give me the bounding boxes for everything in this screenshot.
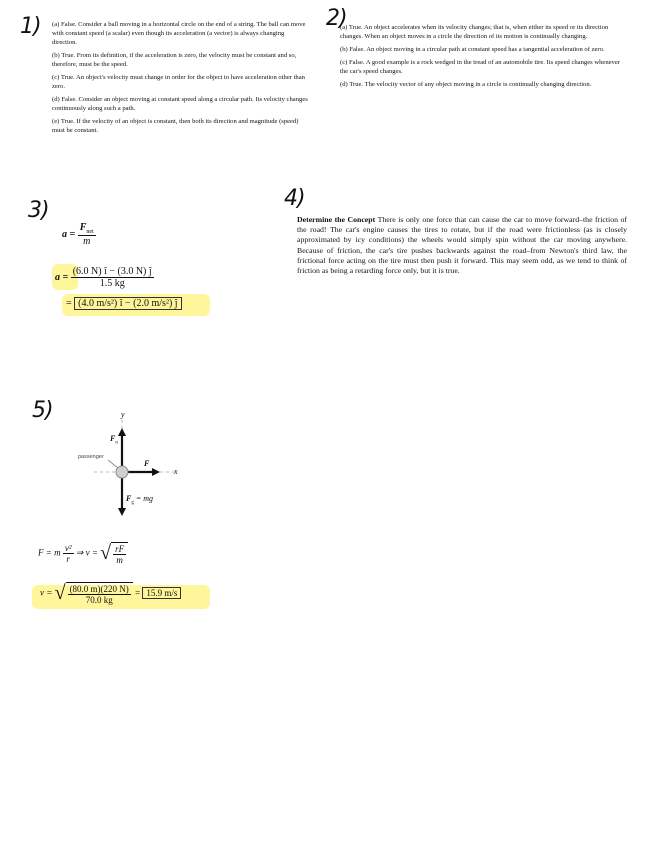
p3-fraction-fnet	[78, 222, 96, 247]
p3-equation-3: = (4.0 m/s²) î − (2.0 m/s²) ĵ	[66, 298, 182, 309]
label-problem-1: 1)	[20, 14, 41, 39]
label-problem-2: 2)	[326, 6, 347, 31]
p1-part-c: (c) True. An object's velocity must change in order for the object to have acceleration other than zero.	[52, 74, 305, 90]
p2-part-b: (b) False. An object moving in a circular path at constant speed has a tangential acceleration of zero.	[340, 46, 605, 53]
p3-m: m	[83, 236, 91, 247]
p5-eq2-lhs: v =	[40, 587, 53, 598]
problem-4-answer	[297, 215, 627, 276]
p5-normal-force-label: $F_n$	[110, 434, 118, 446]
p5-axis-y: y	[121, 410, 125, 419]
p3-fraction-numeric	[71, 266, 154, 289]
label-problem-5: 5)	[32, 398, 53, 423]
p3-answer-box: (4.0 m/s²) î − (2.0 m/s²) ĵ	[74, 297, 181, 310]
p5-axis-x: x	[174, 467, 178, 476]
p2-part-d: (d) True. The velocity vector of any object moving in a circle is continually changing direction.	[340, 81, 592, 88]
p5-eq1-lhs: F = m	[38, 547, 61, 558]
p4-body: There is only one force that can cause the car to move forward–the friction of the road! The car's engine causes the tires to rotate, but if the road were frictionless (as is closely approximated by icy conditions) the wheels would simply spin without the car moving anywhere. Because of friction, the car's tire pushes backwards against the road–from Newton's third law, the frictional force acting on the tire must then push it forward. This may seem odd, as we tend to think of friction as being a retarding force only, but it is true.	[297, 215, 628, 276]
p2-part-a: (a) True. An object accelerates when its velocity changes; that is, when either its speed or its direction changes. When an object moves in a circle the direction of its motion is continually changing.	[340, 24, 609, 40]
p1-part-d: (d) False. Consider an object moving at constant speed along a circular path. Its velocity changes continuously along such a path.	[52, 96, 308, 112]
p3-fnet-sub: net	[86, 229, 94, 235]
problem-1-answers	[52, 20, 310, 139]
p5-eq1-mid: ⇒ v =	[75, 547, 98, 558]
label-problem-3: 3)	[28, 198, 49, 223]
p5-eq1-fraction: $\frac{\text{v²}}{r}$	[64, 543, 72, 564]
p3-lhs: a =	[62, 228, 76, 240]
p5-gravity-label: $F_g$ = mg	[126, 494, 154, 506]
p5-force-label: F	[144, 459, 150, 468]
p5-equation-2: v = √ $\frac{(80.0 m)(220 N)}{70.0 kg}$ = 15.9 m/s	[40, 582, 181, 605]
p1-part-e: (e) True. If the velocity of an object is constant, then both its direction and magnitude (speed) must be constant.	[52, 118, 299, 134]
p4-heading: Determine the Concept	[297, 215, 376, 224]
p2-part-c: (c) False. A good example is a rock wedged in the tread of an automobile tire. Its speed changes whenever the car's speed changes.	[340, 59, 620, 75]
p3-lhs-2: a =	[55, 271, 69, 283]
p3-equation-2	[55, 266, 154, 289]
p5-equation-1: F = m $\frac{\text{v²}}{r}$ ⇒ v = √ $\frac{rF}{m}$	[38, 542, 128, 565]
p3-equation-1	[62, 222, 96, 247]
p1-part-a: (a) False. Consider a ball moving in a horizontal circle on the end of a string. The ball can move with constant speed (a scalar) even though its acceleration (a vector) is always changing direction.	[52, 21, 306, 46]
p5-answer-box: 15.9 m/s	[142, 587, 181, 599]
p5-eq2-sqrt: $\frac{(80.0 m)(220 N)}{70.0 kg}$	[66, 582, 133, 605]
p3-numerator: (6.0 N) î − (3.0 N) ĵ	[72, 266, 152, 277]
p3-fnet: F	[79, 222, 87, 233]
p1-part-b: (b) True. From its definition, if the acceleration is zero, the velocity must be constant and so, therefore, must be the speed.	[52, 52, 297, 68]
p5-passenger-label: passenger	[78, 454, 104, 460]
problem-2-answers	[340, 23, 620, 93]
p5-eq1-sqrt: $\frac{rF}{m}$	[111, 542, 128, 565]
p3-denominator: 1.5 kg	[99, 278, 125, 289]
label-problem-4: 4)	[284, 186, 305, 211]
